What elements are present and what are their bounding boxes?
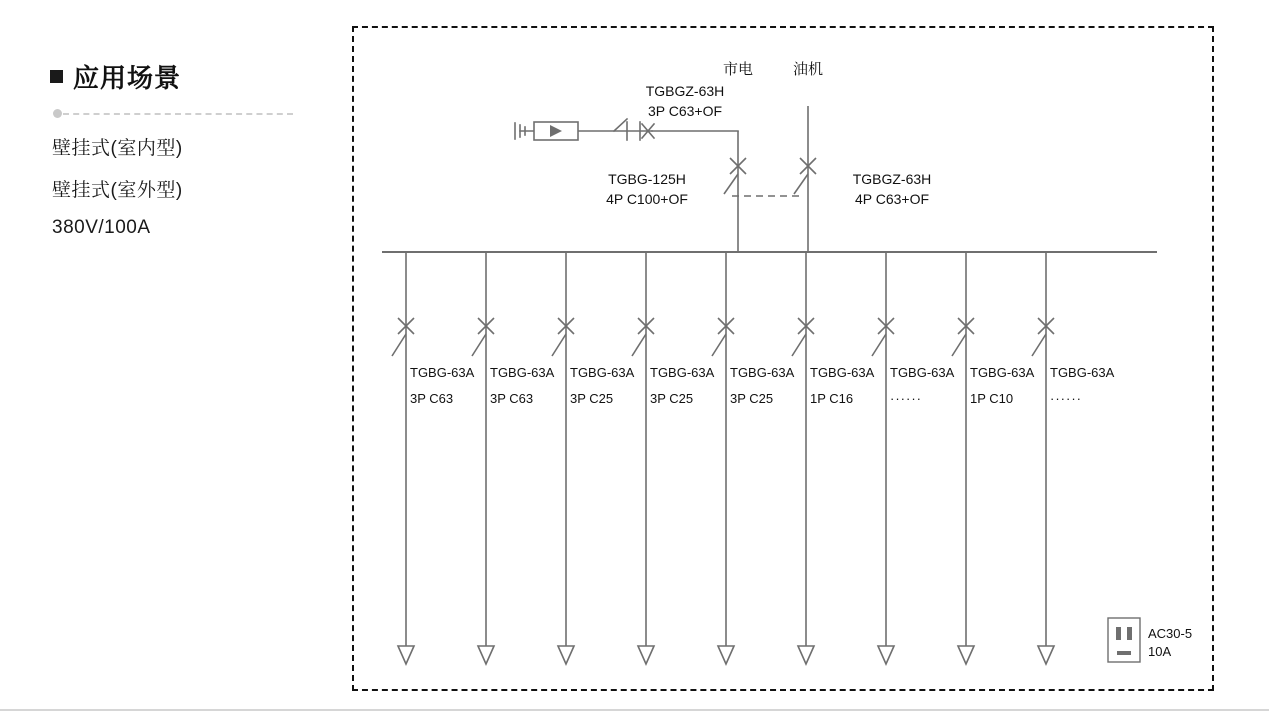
incoming-breaker-spec: 3P C63+OF: [647, 103, 723, 119]
single-line-diagram: [352, 26, 1214, 691]
incoming-breaker-model: TGBGZ-63H: [645, 83, 725, 99]
feeder-spec: 3P C63: [490, 391, 534, 406]
mains-main-breaker-model: TGBG-125H: [608, 171, 686, 187]
feeder-model: TGBG-63A: [890, 365, 955, 380]
spec-line-outdoor: 壁挂式(室外型): [52, 180, 183, 201]
feeder-spec: ······: [890, 391, 922, 406]
feeder-branch: [392, 252, 414, 664]
feeder-branch: [552, 252, 574, 664]
feeder-model: TGBG-63A: [410, 365, 475, 380]
generator-main-breaker-spec: 4P C63+OF: [854, 191, 930, 207]
measuring-device-symbol: [534, 122, 578, 140]
feeder-spec: 1P C10: [970, 391, 1014, 406]
socket-rating: 10A: [1148, 644, 1172, 659]
feeder-model: TGBG-63A: [970, 365, 1035, 380]
square-bullet-icon: [50, 70, 63, 83]
mains-main-breaker-symbol: [724, 158, 746, 194]
slide-bottom-rule: [0, 709, 1269, 711]
feeder-model: TGBG-63A: [490, 365, 555, 380]
feeder-spec: 1P C16: [810, 391, 854, 406]
feeder-branch: [792, 252, 814, 664]
feeder-branch: [712, 252, 734, 664]
socket-model: AC30-5: [1148, 626, 1193, 641]
feeder-spec: 3P C25: [650, 391, 694, 406]
feeder-branch: [872, 252, 894, 664]
spec-line-indoor: 壁挂式(室内型): [52, 138, 183, 159]
feeder-spec: ······: [1050, 391, 1082, 406]
feeder-model: TGBG-63A: [1050, 365, 1115, 380]
feeder-spec: 3P C25: [730, 391, 774, 406]
divider-line: [63, 113, 293, 115]
section-heading-label: 应用场景: [73, 63, 182, 93]
feeder-model: TGBG-63A: [810, 365, 875, 380]
mains-main-breaker-spec: 4P C100+OF: [606, 191, 688, 207]
generator-source-label: 油机: [792, 61, 824, 78]
generator-main-breaker-symbol: [794, 158, 816, 194]
mains-source-label: 市电: [722, 61, 754, 78]
generator-main-breaker-model: TGBGZ-63H: [852, 171, 932, 187]
divider-dot-icon: [53, 109, 62, 118]
feeder-branch: [632, 252, 654, 664]
socket-outlet-symbol: [1108, 618, 1140, 662]
feeder-branch: [952, 252, 974, 664]
section-heading: [50, 58, 320, 95]
feeder-branch: [1032, 252, 1054, 664]
feeder-spec: 3P C25: [570, 391, 614, 406]
feeder-spec: 3P C63: [410, 391, 454, 406]
feeder-model: TGBG-63A: [650, 365, 715, 380]
feeder-model: TGBG-63A: [730, 365, 795, 380]
incoming-isolator-symbol: [614, 119, 627, 140]
left-info-panel: [50, 58, 320, 239]
spec-line-rating: 380V/100A: [52, 217, 151, 238]
feeder-model: TGBG-63A: [570, 365, 635, 380]
divider: [53, 109, 293, 118]
feeder-branch: [472, 252, 494, 664]
